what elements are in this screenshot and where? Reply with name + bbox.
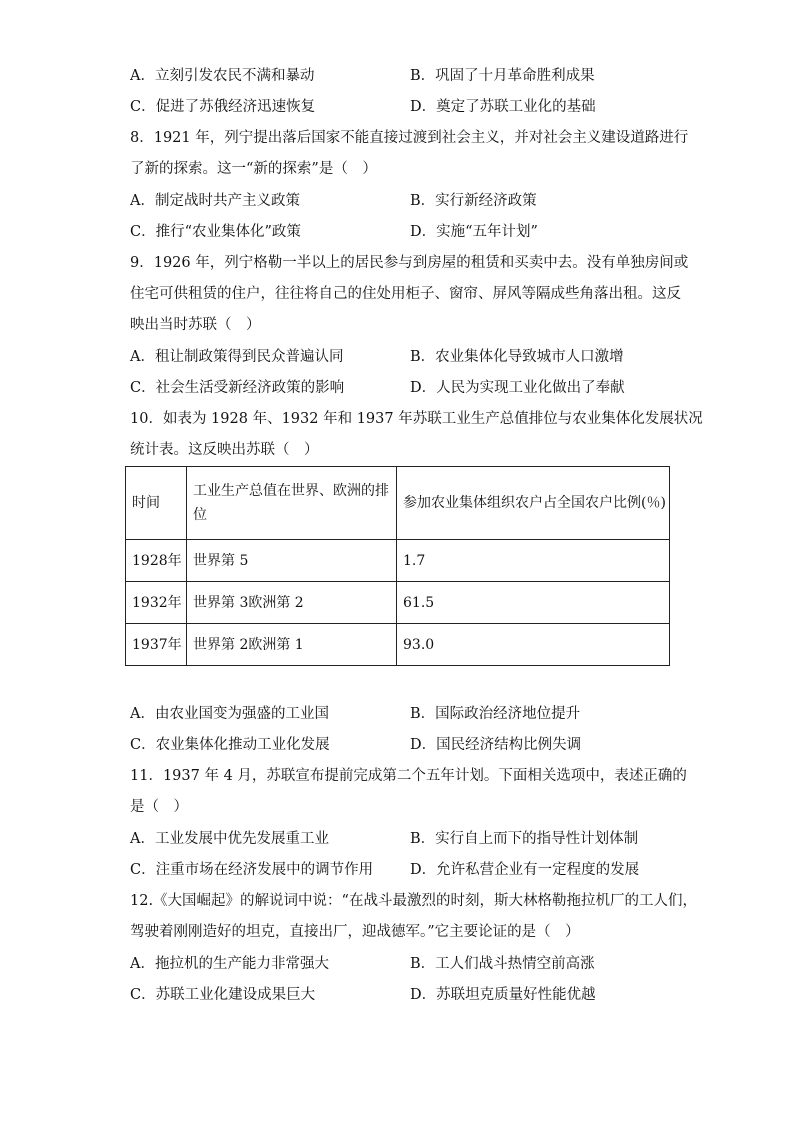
q8-stem-line-1: 8．1921 年，列宁提出落后国家不能直接过渡到社会主义，并对社会主义建设道路进行 bbox=[130, 130, 689, 146]
q8-option-c: C．推行“农业集体化”政策 bbox=[130, 224, 301, 240]
table-cell: 61.5 bbox=[397, 582, 670, 624]
table-cell: 世界第 2欧洲第 1 bbox=[187, 624, 397, 666]
q9-stem-line-1: 9．1926 年，列宁格勒一半以上的居民参与到房屋的租赁和买卖中去。没有单独房间或 bbox=[130, 255, 689, 271]
q9-option-a: A．租让制政策得到民众普遍认同 bbox=[130, 349, 344, 365]
q10-option-c: C．农业集体化推动工业化发展 bbox=[130, 737, 330, 753]
table-header-collective-ratio: 参加农业集体组织农户占全国农户比例(％) bbox=[397, 467, 670, 540]
table-row bbox=[126, 624, 670, 666]
q9-option-d: D．人民为实现工业化做出了奉献 bbox=[410, 380, 625, 396]
q10-option-d: D．国民经济结构比例失调 bbox=[410, 737, 582, 753]
q9-option-b: B．农业集体化导致城市人口激增 bbox=[410, 349, 624, 365]
table-header-time: 时间 bbox=[126, 467, 187, 540]
q10-statistics-table bbox=[125, 466, 670, 666]
table-header-row bbox=[126, 467, 670, 540]
q11-option-d: D．允许私营企业有一定程度的发展 bbox=[410, 862, 640, 878]
q12-option-d: D．苏联坦克质量好性能优越 bbox=[410, 987, 596, 1003]
q7-option-d: D．奠定了苏联工业化的基础 bbox=[410, 99, 596, 115]
table-cell: 1.7 bbox=[397, 540, 670, 582]
q7-option-b: B．巩固了十月革命胜利成果 bbox=[410, 68, 595, 84]
q12-stem-line-2: 驾驶着刚刚造好的坦克，直接出厂，迎战德军。”它主要论证的是（ ） bbox=[130, 924, 580, 940]
q12-option-a: A．拖拉机的生产能力非常强大 bbox=[130, 956, 329, 972]
q10-stem-line-1: 10．如表为 1928 年、1932 年和 1937 年苏联工业生产总值排位与农业集体化发展状况 bbox=[130, 411, 703, 427]
table-cell: 世界第 3欧洲第 2 bbox=[187, 582, 397, 624]
q9-stem-line-2: 住宅可供租赁的住户，往往将自己的住处用柜子、窗帘、屏风等隔成些角落出租。这反 bbox=[130, 286, 681, 302]
table-cell: 世界第 5 bbox=[187, 540, 397, 582]
q11-stem-line-1: 11．1937 年 4 月，苏联宣布提前完成第二个五年计划。下面相关选项中，表述正确的 bbox=[130, 768, 687, 784]
q9-option-c: C．社会生活受新经济政策的影响 bbox=[130, 380, 345, 396]
q8-option-d: D．实施“五年计划” bbox=[410, 224, 538, 240]
table-cell: 1928年 bbox=[126, 540, 187, 582]
table-cell: 1932年 bbox=[126, 582, 187, 624]
table-row bbox=[126, 582, 670, 624]
q10-stem-line-2: 统计表。这反映出苏联（ ） bbox=[130, 442, 319, 458]
table-cell: 1937年 bbox=[126, 624, 187, 666]
q12-stem-line-1: 12.《大国崛起》的解说词中说：“在战斗最激烈的时刻，斯大林格勒拖拉机厂的工人们， bbox=[130, 893, 697, 909]
q7-option-c: C．促进了苏俄经济迅速恢复 bbox=[130, 99, 316, 115]
table-row bbox=[126, 540, 670, 582]
q8-option-b: B．实行新经济政策 bbox=[410, 193, 537, 209]
q10-option-b: B．国际政治经济地位提升 bbox=[410, 706, 581, 722]
q12-option-c: C．苏联工业化建设成果巨大 bbox=[130, 987, 316, 1003]
q8-stem-line-2: 了新的探索。这一“新的探索”是（ ） bbox=[130, 161, 377, 177]
table-header-industrial-rank: 工业生产总值在世界、欧洲的排位 bbox=[187, 467, 397, 540]
q11-stem-line-2: 是（ ） bbox=[130, 799, 188, 815]
q7-option-a: A．立刻引发农民不满和暴动 bbox=[130, 68, 315, 84]
q11-option-a: A．工业发展中优先发展重工业 bbox=[130, 831, 329, 847]
table-cell: 93.0 bbox=[397, 624, 670, 666]
q11-option-b: B．实行自上而下的指导性计划体制 bbox=[410, 831, 639, 847]
q9-stem-line-3: 映出当时苏联（ ） bbox=[130, 317, 261, 333]
q10-option-a: A．由农业国变为强盛的工业国 bbox=[130, 706, 329, 722]
q11-option-c: C．注重市场在经济发展中的调节作用 bbox=[130, 862, 374, 878]
q8-option-a: A．制定战时共产主义政策 bbox=[130, 193, 300, 209]
q12-option-b: B．工人们战斗热情空前高涨 bbox=[410, 956, 595, 972]
